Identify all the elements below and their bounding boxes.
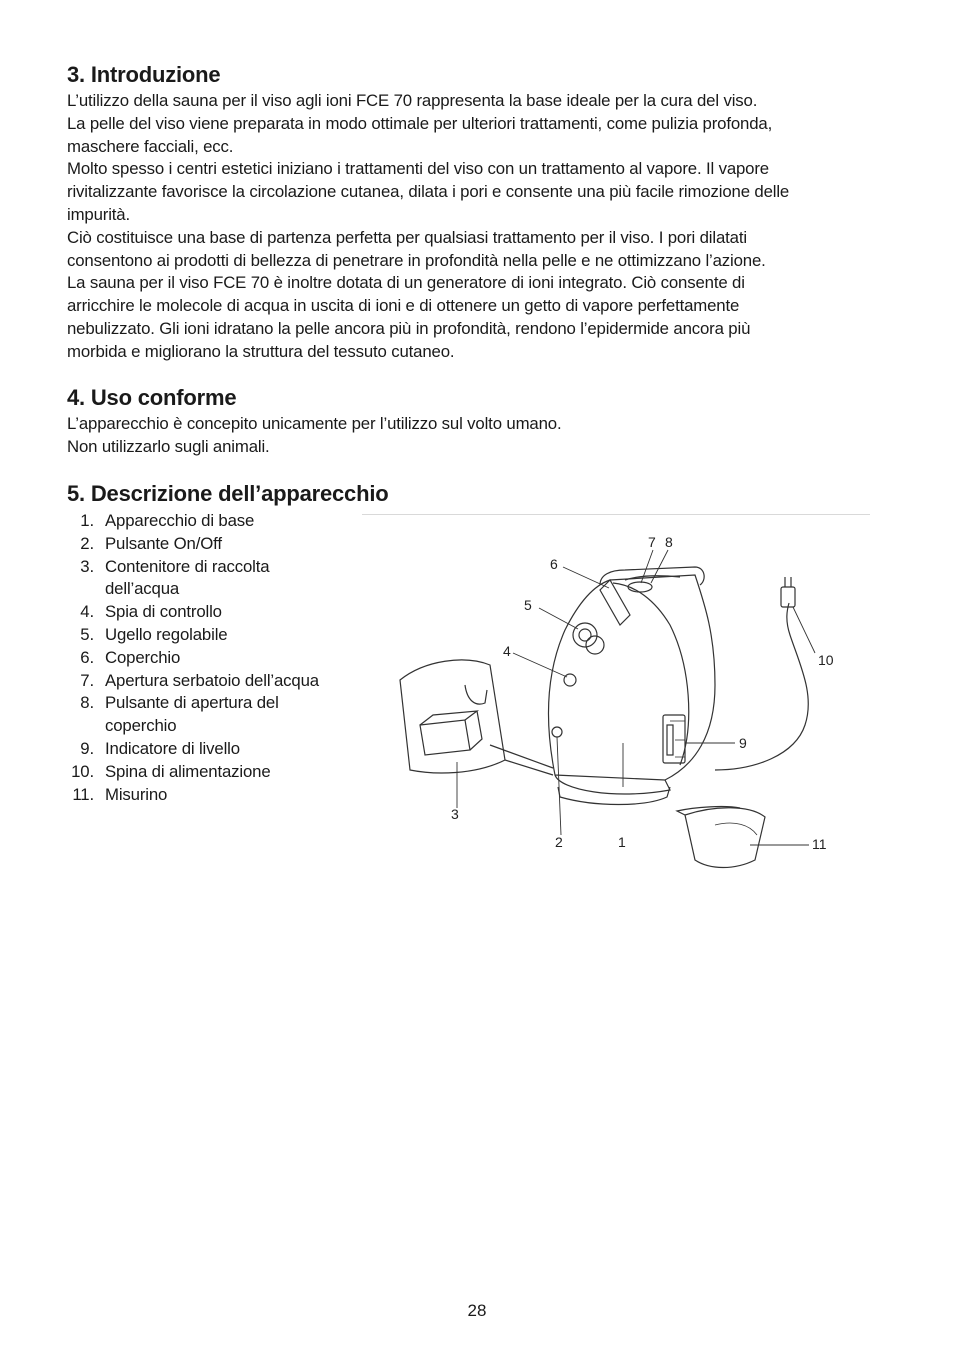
list-item: 11. Misurino — [72, 784, 168, 804]
text-line: nebulizzato. Gli ioni idratano la pelle ancora più in profondità, rendono l’epidermide ancora più — [67, 318, 751, 338]
appliance-diagram — [395, 525, 855, 880]
list-item: 3. Contenitore di raccolta dell’acqua — [80, 556, 270, 599]
text-line: Ciò costituisce una base di partenza perfetta per qualsiasi trattamento per il viso. I pori dilatati — [67, 227, 747, 247]
callout-label: 10 — [818, 652, 834, 668]
list-item: 2. Pulsante On/Off — [80, 533, 222, 553]
text-line: L’utilizzo della sauna per il viso agli ioni FCE 70 rappresenta la base ideale per la cura del viso. — [67, 91, 758, 110]
section-heading-uso-conforme: 4. Uso conforme — [67, 385, 237, 410]
callout-leaders — [457, 550, 815, 845]
callout-label: 4 — [503, 643, 511, 659]
callout-label: 1 — [618, 834, 626, 850]
text-line: Non utilizzarlo sugli animali. — [67, 436, 270, 456]
text-line: rivitalizzante favorisce la circolazione cutanea, dilata i pori e consente una più facile rimozione delle — [67, 182, 790, 202]
text-line: L’apparecchio è concepito unicamente per l’utilizzo sul volto umano. — [67, 414, 562, 433]
callout-label: 11 — [812, 836, 827, 852]
text-line: La sauna per il viso FCE 70 è inoltre dotata di un generatore di ioni integrato. Ciò consente di — [67, 273, 745, 293]
callout-label: 5 — [524, 597, 532, 613]
steamer-body-illustration — [548, 567, 715, 805]
uso-paragraph — [67, 413, 897, 459]
text-line: consentono ai prodotti di bellezza di penetrare in profondità nella pelle e ne ottimizzano l’azione. — [67, 250, 766, 270]
container-detail-illustration — [400, 660, 553, 775]
text-line: Molto spesso i centri estetici iniziano i trattamenti del viso con un trattamento al vapore. Il vapore — [67, 159, 769, 179]
list-item: 9. Indicatore di livello — [80, 738, 240, 758]
section-introduzione — [67, 60, 897, 364]
list-item: 10. Spina di alimentazione — [71, 761, 271, 781]
intro-paragraph — [67, 90, 897, 364]
page-number: 28 — [467, 1301, 487, 1320]
measuring-cup-illustration — [677, 807, 765, 868]
section-descrizione — [67, 479, 897, 509]
text-line: morbida e migliorano la struttura del tessuto cutaneo. — [67, 341, 455, 361]
list-item: 8. Pulsante di apertura del coperchio — [80, 693, 279, 736]
list-item: 7. Apertura serbatoio dell’acqua — [80, 670, 319, 690]
section-heading-introduzione: 3. Introduzione — [67, 62, 221, 87]
list-item: 4. Spia di controllo — [80, 602, 222, 622]
power-plug-illustration — [715, 577, 808, 770]
text-line: arricchire le molecole di acqua in uscita di ioni e di ottenere un getto di vapore perfettamente — [67, 296, 740, 316]
text-line: La pelle del viso viene preparata in modo ottimale per ulteriori trattamenti, come pulizia profonda, — [67, 113, 773, 133]
figure-divider — [362, 514, 870, 515]
section-heading-descrizione: 5. Descrizione dell’apparecchio — [67, 481, 389, 506]
section-uso-conforme — [67, 383, 897, 459]
callout-label: 3 — [451, 806, 459, 822]
text-line: impurità. — [67, 204, 130, 224]
callout-label: 7 — [648, 534, 656, 550]
text-line: maschere facciali, ecc. — [67, 136, 234, 156]
list-item: 6. Coperchio — [80, 647, 181, 667]
callout-label: 9 — [739, 735, 747, 751]
parts-list — [67, 510, 367, 806]
callout-label: 6 — [550, 556, 558, 572]
list-item: 5. Ugello regolabile — [80, 624, 228, 644]
callout-label: 2 — [555, 834, 563, 850]
callout-label: 8 — [665, 534, 673, 550]
list-item: 1. Apparecchio di base — [80, 511, 255, 530]
